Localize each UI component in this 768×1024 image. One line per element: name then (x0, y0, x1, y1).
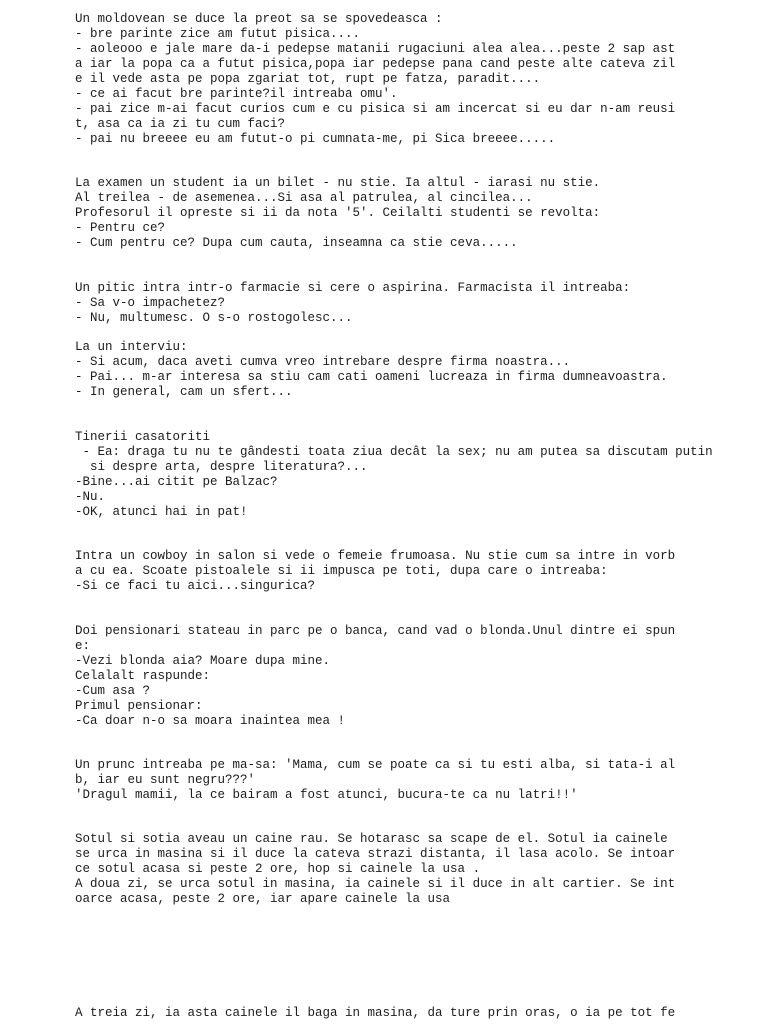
text-line: Celalalt raspunde: (75, 669, 211, 683)
text-line: e il vede asta pe popa zgariat tot, rupt pe fatza, paradit.... (75, 72, 541, 86)
text-line: oarce acasa, peste 2 ore, iar apare cainele la usa (75, 892, 451, 906)
text-line: Profesorul il opreste si ii da nota '5'. Ceilalti studenti se revolta: (75, 206, 601, 220)
text-line: -Ca doar n-o sa moara inaintea mea ! (75, 714, 346, 728)
text-line: t, asa ca ia zi tu cum faci? (75, 117, 286, 131)
text-line: Doi pensionari stateau in parc pe o banca, cand vad o blonda.Unul dintre ei spun (75, 624, 676, 638)
text-line: -Cum asa ? (75, 684, 151, 698)
text-line: - Si acum, daca aveti cumva vreo intrebare despre firma noastra... (75, 355, 571, 369)
text-line: Al treilea - de asemenea...Si asa al patrulea, al cincilea... (75, 191, 533, 205)
text-line: Un pitic intra intr-o farmacie si cere o aspirina. Farmacista il intreaba: (75, 281, 631, 295)
text-line: Intra un cowboy in salon si vede o femeie frumoasa. Nu stie cum sa intre in vorb (75, 549, 676, 563)
text-line: La un interviu: (75, 340, 188, 354)
text-line: Un prunc intreaba pe ma-sa: 'Mama, cum se poate ca si tu esti alba, si tata-i al (75, 758, 676, 772)
text-line: -Si ce faci tu aici...singurica? (75, 579, 316, 593)
text-line: Primul pensionar: (75, 699, 203, 713)
text-line: - Sa v-o impachetez? (75, 296, 226, 310)
text-line: a cu ea. Scoate pistoalele si ii impusca pe toti, dupa care o intreaba: (75, 564, 608, 578)
text-line: Tinerii casatoriti (75, 430, 211, 444)
text-line: - Pentru ce? (75, 221, 166, 235)
text-line: - pai nu breeee eu am futut-o pi cumnata-me, pi Sica breeee..... (75, 132, 556, 146)
text-line: - Cum pentru ce? Dupa cum cauta, inseamna ca stie ceva..... (75, 236, 518, 250)
text-line: si despre arta, despre literatura?... (75, 460, 368, 474)
text-line: - In general, cam un sfert... (75, 385, 293, 399)
text-line: ce sotul acasa si peste 2 ore, hop si cainele la usa . (75, 862, 481, 876)
text-line: - bre parinte zice am futut pisica.... (75, 27, 361, 41)
text-line: -Nu. (75, 490, 106, 504)
text-line: - pai zice m-ai facut curios cum e cu pisica si am incercat si eu dar n-am reusi (75, 102, 676, 116)
text-line: a iar la popa ca a futut pisica,popa iar pedepse pana cand peste alte cateva zil (75, 57, 676, 71)
text-line: 'Dragul mamii, la ce bairam a fost atunci, bucura-te ca nu latri!!' (75, 788, 578, 802)
text-line: La examen un student ia un bilet - nu stie. Ia altul - iarasi nu stie. (75, 176, 601, 190)
text-line: b, iar eu sunt negru???' (75, 773, 256, 787)
text-line: -OK, atunci hai in pat! (75, 505, 248, 519)
text-line: A treia zi, ia asta cainele il baga in masina, da ture prin oras, o ia pe tot fe (75, 1006, 676, 1020)
text-line: Sotul si sotia aveau un caine rau. Se hotarasc sa scape de el. Sotul ia cainele (75, 832, 668, 846)
text-line: A doua zi, se urca sotul in masina, ia cainele si il duce in alt cartier. Se int (75, 877, 676, 891)
text-line: - Pai... m-ar interesa sa stiu cam cati oameni lucreaza in firma dumneavoastra. (75, 370, 668, 384)
text-line: - Ea: draga tu nu te gândesti toata ziua decât la sex; nu am putea sa discutam putin (75, 445, 713, 459)
text-line: se urca in masina si il duce la cateva strazi distanta, il lasa acolo. Se intoar (75, 847, 676, 861)
text-line: -Bine...ai citit pe Balzac? (75, 475, 278, 489)
text-line: - ce ai facut bre parinte?il intreaba omu'. (75, 87, 398, 101)
text-line: - aoleooo e jale mare da-i pedepse matanii rugaciuni alea alea...peste 2 sap ast (75, 42, 676, 56)
text-line: -Vezi blonda aia? Moare dupa mine. (75, 654, 331, 668)
text-line: Un moldovean se duce la preot sa se spovedeasca : (75, 12, 443, 26)
text-line: e: (75, 639, 91, 653)
text-line: - Nu, multumesc. O s-o rostogolesc... (75, 311, 353, 325)
